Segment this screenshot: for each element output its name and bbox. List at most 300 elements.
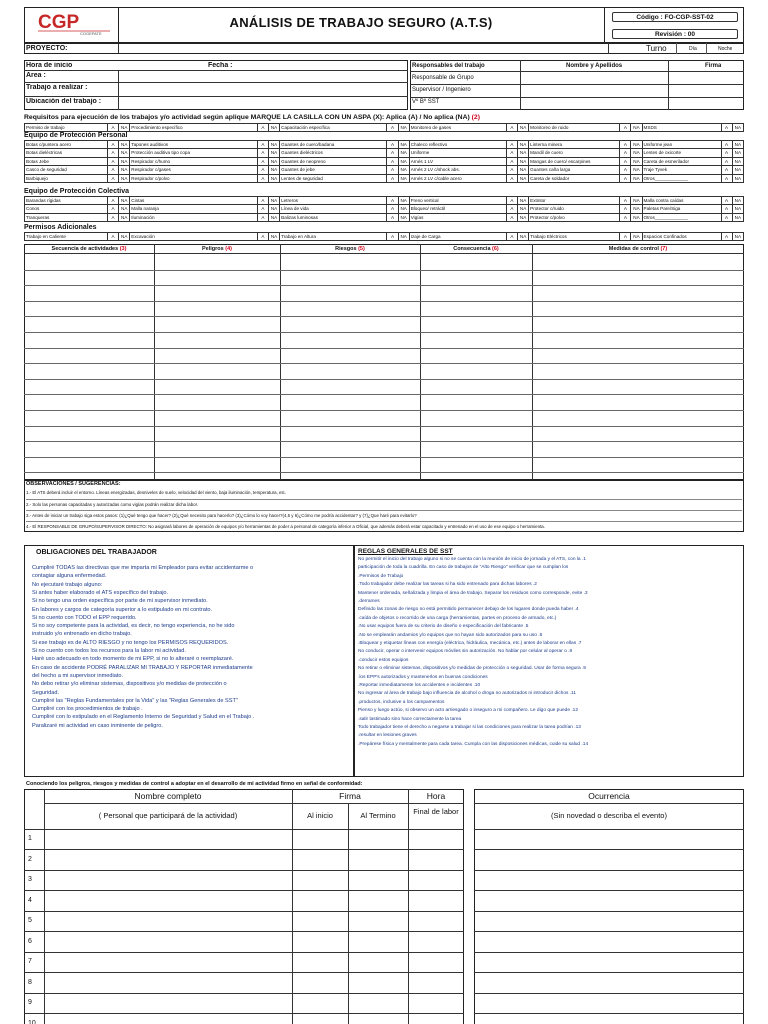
- analysis-cell[interactable]: [25, 255, 153, 269]
- analysis-col-header: [420, 245, 532, 253]
- no-aplica-checkbox[interactable]: NA: [518, 141, 529, 149]
- no-aplica-checkbox[interactable]: NA: [269, 157, 280, 165]
- no-aplica-checkbox[interactable]: NA: [269, 149, 280, 157]
- item-label: Extintor: [529, 197, 620, 205]
- analysis-cell[interactable]: [533, 286, 743, 300]
- analysis-cell[interactable]: [25, 395, 153, 409]
- firma-row-number: 2: [28, 855, 32, 863]
- analysis-cell[interactable]: [533, 364, 743, 378]
- no-aplica-checkbox[interactable]: NA: [119, 197, 130, 205]
- analysis-cell[interactable]: [25, 317, 153, 331]
- item-label: Monitoreo de ruido: [529, 124, 620, 132]
- aplica-checkbox[interactable]: A: [721, 157, 732, 165]
- nombre-input[interactable]: [45, 871, 291, 889]
- nombre-input[interactable]: [45, 851, 291, 869]
- no-aplica-checkbox[interactable]: NA: [119, 141, 130, 149]
- ocurrencia-input[interactable]: [475, 871, 743, 889]
- item-label: Malla contra caídas: [642, 197, 721, 205]
- epp-table: [24, 140, 744, 183]
- aplica-checkbox[interactable]: A: [257, 205, 268, 213]
- item-label: Guantes de jebe: [280, 166, 387, 174]
- aplica-checkbox[interactable]: A: [387, 141, 398, 149]
- analysis-cell[interactable]: [421, 349, 531, 363]
- analysis-cell[interactable]: [281, 427, 419, 441]
- firmas-col-termino: [348, 803, 349, 1024]
- no-aplica-checkbox[interactable]: NA: [269, 233, 280, 241]
- aplica-checkbox[interactable]: A: [108, 213, 119, 221]
- aplica-checkbox[interactable]: A: [257, 157, 268, 165]
- page-title: ANÁLISIS DE TRABAJO SEGURO (A.T.S): [229, 15, 493, 30]
- item-label: Respirador c/gases: [130, 166, 258, 174]
- no-aplica-checkbox[interactable]: NA: [631, 166, 642, 174]
- aplica-checkbox[interactable]: A: [721, 205, 732, 213]
- aplica-checkbox[interactable]: A: [108, 149, 119, 157]
- analysis-cell[interactable]: [421, 255, 531, 269]
- firmas-col-firma: [292, 789, 293, 1024]
- item-label: Botas Jebe: [25, 157, 108, 165]
- analysis-cell[interactable]: [421, 364, 531, 378]
- nombre-input[interactable]: [45, 994, 291, 1012]
- regla-line: Todo trabajador tiene el derecho a negarse a trabajar si las condiciones para realizar la tarea podrían .13: [358, 725, 581, 730]
- analysis-cell[interactable]: [421, 302, 531, 316]
- ocurrencia-input[interactable]: [475, 851, 743, 869]
- no-aplica-checkbox[interactable]: NA: [398, 141, 409, 149]
- analysis-cell[interactable]: [155, 380, 279, 394]
- no-aplica-checkbox[interactable]: NA: [732, 213, 743, 221]
- analysis-col-header: [280, 245, 420, 253]
- analysis-cell[interactable]: [281, 411, 419, 425]
- analysis-cell[interactable]: [533, 271, 743, 285]
- aplica-checkbox[interactable]: A: [506, 124, 517, 132]
- aplica-checkbox[interactable]: A: [108, 205, 119, 213]
- item-label: Vigías: [409, 213, 506, 221]
- ocurrencia-input[interactable]: [475, 974, 743, 992]
- analysis-cell[interactable]: [533, 395, 743, 409]
- aplica-checkbox[interactable]: A: [620, 157, 631, 165]
- item-label: Guantes de cuero/badana: [280, 141, 387, 149]
- analysis-cell[interactable]: [533, 349, 743, 363]
- aplica-checkbox[interactable]: A: [506, 141, 517, 149]
- obligacion-line: contagiar alguna enfermedad.: [32, 573, 107, 580]
- aplica-checkbox[interactable]: A: [506, 213, 517, 221]
- analysis-cell[interactable]: [421, 395, 531, 409]
- ocurrencia-input[interactable]: [475, 1015, 743, 1024]
- no-aplica-checkbox[interactable]: NA: [269, 205, 280, 213]
- firma-row-number: 5: [28, 917, 32, 924]
- analysis-cell[interactable]: [155, 458, 279, 472]
- obligaciones-title: OBLIGACIONES DEL TRABAJADOR: [36, 549, 157, 556]
- item-label: Linterna minera: [529, 141, 620, 149]
- revision-label: Revisión : 00: [612, 29, 738, 39]
- no-aplica-checkbox[interactable]: NA: [398, 174, 409, 182]
- analysis-col-num: (3): [119, 246, 127, 252]
- no-aplica-checkbox[interactable]: NA: [631, 149, 642, 157]
- ocurrencia-input[interactable]: [475, 830, 743, 848]
- no-aplica-checkbox[interactable]: NA: [398, 124, 409, 132]
- aplica-checkbox[interactable]: A: [387, 174, 398, 182]
- ocurrencia-input[interactable]: [475, 994, 743, 1012]
- obligacion-line: Cumpliré con lo estipulado en el Reglamento Interno de Seguridad y Salud en el Trabajo .: [32, 714, 255, 721]
- aplica-checkbox[interactable]: A: [387, 213, 398, 221]
- firma-row-number: 1: [28, 835, 32, 842]
- nombre-input[interactable]: [45, 1015, 291, 1024]
- obligacion-line: En caso de accidente PODRÉ PARALIZAR MI TRABAJO Y REPORTAR inmediatamente: [32, 664, 253, 671]
- no-aplica-checkbox[interactable]: NA: [631, 197, 642, 205]
- firmas-intro: Conociendo los peligros, riesgos y medidas de control a adoptar en el desarrollo de mi actividad firmo en señal de conformidad:: [26, 781, 363, 787]
- aplica-checkbox[interactable]: A: [387, 197, 398, 205]
- aplica-checkbox[interactable]: A: [721, 149, 732, 157]
- analysis-col-label: Secuencia de actividades: [51, 246, 120, 252]
- analysis-cell[interactable]: [421, 380, 531, 394]
- aplica-checkbox[interactable]: A: [620, 166, 631, 174]
- nombre-input[interactable]: [45, 830, 291, 848]
- no-aplica-checkbox[interactable]: NA: [398, 157, 409, 165]
- regla-line: .Reportar inmediatamente los accidentes e incidentes .10: [358, 683, 481, 688]
- analysis-cell[interactable]: [533, 333, 743, 347]
- analysis-col-header: [154, 245, 280, 253]
- turno-dia[interactable]: Día: [689, 46, 697, 52]
- item-label: Arnés 2 LV c/cable acero: [409, 174, 506, 182]
- item-label: Protector c/ruido: [529, 205, 620, 213]
- analysis-cell[interactable]: [281, 302, 419, 316]
- analysis-cell[interactable]: [533, 427, 743, 441]
- aplica-checkbox[interactable]: A: [721, 174, 732, 182]
- no-aplica-checkbox[interactable]: NA: [732, 141, 743, 149]
- analysis-cell[interactable]: [421, 427, 531, 441]
- analysis-cell[interactable]: [281, 395, 419, 409]
- analysis-cell[interactable]: [155, 411, 279, 425]
- aplica-checkbox[interactable]: A: [387, 233, 398, 241]
- analysis-cell[interactable]: [533, 380, 743, 394]
- resp-trabajo-label: Responsables del trabajo: [412, 63, 485, 69]
- analysis-cell[interactable]: [533, 411, 743, 425]
- analysis-cell[interactable]: [25, 442, 153, 456]
- analysis-cell[interactable]: [25, 427, 153, 441]
- no-aplica-checkbox[interactable]: NA: [732, 166, 743, 174]
- item-label: Uniforme jean: [642, 141, 721, 149]
- turno-label: Turno: [646, 44, 667, 53]
- item-label: Arnés 2 LV c/shock abs.: [409, 166, 506, 174]
- analysis-cell[interactable]: [155, 333, 279, 347]
- analysis-cell[interactable]: [281, 458, 419, 472]
- aplica-checkbox[interactable]: A: [620, 174, 631, 182]
- analysis-cell[interactable]: [533, 317, 743, 331]
- no-aplica-checkbox[interactable]: NA: [119, 166, 130, 174]
- proyecto-field[interactable]: [118, 44, 608, 53]
- turno-div1: [676, 43, 677, 54]
- item-label: Paletas Pare/Siga: [642, 205, 721, 213]
- item-label: Izaje de Carga: [409, 233, 506, 241]
- item-label: Botas dieléctricas: [25, 149, 108, 157]
- no-aplica-checkbox[interactable]: NA: [398, 166, 409, 174]
- item-label: Chaleco reflectivo: [409, 141, 506, 149]
- aplica-checkbox[interactable]: A: [506, 174, 517, 182]
- aplica-checkbox[interactable]: A: [387, 149, 398, 157]
- observacion-item: 1.- El ATS deberá incluir el entorno. Líneas energizadas, desniveles de suelo, velocidad del viento, baja iluminación, temperatura, etc.: [26, 490, 287, 495]
- no-aplica-checkbox[interactable]: NA: [119, 205, 130, 213]
- item-label: Lentes de seguridad: [280, 174, 387, 182]
- aplica-checkbox[interactable]: A: [108, 233, 119, 241]
- analysis-cell[interactable]: [155, 302, 279, 316]
- regla-line: Mantener ordenada, señalizada y limpia el área de trabajo. Separar los residuos como corresponde, evite .3: [358, 590, 588, 596]
- aplica-checkbox[interactable]: A: [257, 124, 268, 132]
- ocurrencia-input[interactable]: [475, 953, 743, 971]
- al-inicio-header: Al inicio: [307, 811, 333, 820]
- aplica-checkbox[interactable]: A: [257, 213, 268, 221]
- no-aplica-checkbox[interactable]: NA: [518, 197, 529, 205]
- analysis-cell[interactable]: [281, 317, 419, 331]
- no-aplica-checkbox[interactable]: NA: [398, 149, 409, 157]
- no-aplica-checkbox[interactable]: NA: [732, 197, 743, 205]
- no-aplica-checkbox[interactable]: NA: [518, 213, 529, 221]
- aplica-checkbox[interactable]: A: [620, 141, 631, 149]
- aplica-checkbox[interactable]: A: [721, 124, 732, 132]
- logo-subtext: COGEPATE: [80, 31, 102, 36]
- code-label: Código : FO-CGP-SST-02: [612, 12, 738, 22]
- aplica-checkbox[interactable]: A: [108, 166, 119, 174]
- analysis-cell[interactable]: [421, 286, 531, 300]
- no-aplica-checkbox[interactable]: NA: [732, 149, 743, 157]
- analysis-cell[interactable]: [155, 364, 279, 378]
- obligacion-line: No debo retirar y/o eliminar sistemas, dispositivos y/o medidas de protección o: [32, 681, 227, 688]
- analysis-cell[interactable]: [421, 317, 531, 331]
- analysis-cell[interactable]: [155, 442, 279, 456]
- no-aplica-checkbox[interactable]: NA: [518, 124, 529, 132]
- analysis-col-label: Peligros: [202, 246, 226, 252]
- item-label: Protección auditiva tipo copa: [130, 149, 258, 157]
- obligacion-line: Haré uso adecuado en todo momento de mi EPP, si no lo alteraré o reemplazaré.: [32, 656, 234, 663]
- no-aplica-checkbox[interactable]: NA: [631, 141, 642, 149]
- nombre-input[interactable]: [45, 912, 291, 930]
- analysis-cell[interactable]: [533, 255, 743, 269]
- no-aplica-checkbox[interactable]: NA: [518, 174, 529, 182]
- aplica-checkbox[interactable]: A: [257, 233, 268, 241]
- no-aplica-checkbox[interactable]: NA: [631, 213, 642, 221]
- analysis-cell[interactable]: [155, 395, 279, 409]
- aplica-checkbox[interactable]: A: [506, 166, 517, 174]
- analysis-col-num: (6): [492, 246, 499, 252]
- analysis-cell[interactable]: [155, 286, 279, 300]
- no-aplica-checkbox[interactable]: NA: [119, 124, 130, 132]
- no-aplica-checkbox[interactable]: NA: [398, 213, 409, 221]
- observaciones-title: OBSERVACIONES / SUGERENCIAS:: [26, 481, 121, 487]
- no-aplica-checkbox[interactable]: NA: [732, 174, 743, 182]
- aplica-checkbox[interactable]: A: [721, 166, 732, 174]
- turno-noche[interactable]: Noche: [718, 46, 733, 52]
- docs-table: [24, 123, 744, 132]
- aplica-checkbox[interactable]: A: [108, 124, 119, 132]
- no-aplica-checkbox[interactable]: NA: [398, 233, 409, 241]
- no-aplica-checkbox[interactable]: NA: [119, 213, 130, 221]
- aplica-checkbox[interactable]: A: [257, 141, 268, 149]
- no-aplica-checkbox[interactable]: NA: [732, 205, 743, 213]
- aplica-checkbox[interactable]: A: [257, 174, 268, 182]
- ocurrencia-input[interactable]: [475, 912, 743, 930]
- analysis-cell[interactable]: [25, 271, 153, 285]
- item-label: Botas c/puntera acero: [25, 141, 108, 149]
- analysis-cell[interactable]: [155, 427, 279, 441]
- requisitos-title: [24, 113, 744, 122]
- aplica-checkbox[interactable]: A: [387, 205, 398, 213]
- no-aplica-checkbox[interactable]: NA: [119, 233, 130, 241]
- analysis-cell[interactable]: [421, 458, 531, 472]
- no-aplica-checkbox[interactable]: NA: [269, 213, 280, 221]
- regla-line: No permitir el inicio del trabajo alguno si no se cuenta con la reunión de inicio de jornada y el ATS, con la .1: [358, 557, 586, 562]
- aplica-checkbox[interactable]: A: [721, 197, 732, 205]
- analysis-cell[interactable]: [25, 302, 153, 316]
- aplica-checkbox[interactable]: A: [721, 213, 732, 221]
- aplica-checkbox[interactable]: A: [506, 197, 517, 205]
- no-aplica-checkbox[interactable]: NA: [269, 124, 280, 132]
- aplica-checkbox[interactable]: A: [620, 149, 631, 157]
- no-aplica-checkbox[interactable]: NA: [269, 166, 280, 174]
- no-aplica-checkbox[interactable]: NA: [518, 157, 529, 165]
- no-aplica-checkbox[interactable]: NA: [119, 157, 130, 165]
- analysis-cell[interactable]: [155, 271, 279, 285]
- aplica-checkbox[interactable]: A: [506, 205, 517, 213]
- item-label: Barandas rígidas: [25, 197, 108, 205]
- aplica-checkbox[interactable]: A: [387, 166, 398, 174]
- item-label: Capacitación específica: [280, 124, 387, 132]
- analysis-cell[interactable]: [421, 271, 531, 285]
- aplica-checkbox[interactable]: A: [257, 149, 268, 157]
- no-aplica-checkbox[interactable]: NA: [518, 166, 529, 174]
- analysis-cell[interactable]: [25, 286, 153, 300]
- analysis-cell[interactable]: [25, 458, 153, 472]
- analysis-cell[interactable]: [281, 255, 419, 269]
- no-aplica-checkbox[interactable]: NA: [631, 233, 642, 241]
- no-aplica-checkbox[interactable]: NA: [269, 141, 280, 149]
- aplica-checkbox[interactable]: A: [108, 141, 119, 149]
- item-label: Careta de soldador: [529, 174, 620, 182]
- analysis-cell[interactable]: [533, 442, 743, 456]
- nombre-input[interactable]: [45, 974, 291, 992]
- analysis-header-row: [24, 244, 744, 254]
- aplica-checkbox[interactable]: A: [108, 174, 119, 182]
- firma-row-number: 10: [28, 1019, 36, 1024]
- obligacion-line: Cumpliré con los procedimientos de trabajo .: [32, 706, 143, 713]
- analysis-cell[interactable]: [25, 364, 153, 378]
- header-divider-right: [604, 7, 605, 43]
- item-label: Trabajo Eléctricos: [529, 233, 620, 241]
- no-aplica-checkbox[interactable]: NA: [518, 233, 529, 241]
- analysis-col-num: (4): [225, 246, 232, 252]
- analysis-cell[interactable]: [25, 349, 153, 363]
- no-aplica-checkbox[interactable]: NA: [398, 197, 409, 205]
- no-aplica-checkbox[interactable]: NA: [631, 205, 642, 213]
- nombre-input[interactable]: [45, 953, 291, 971]
- nombre-apellidos-label: Nombre y Apellidos: [566, 63, 623, 69]
- no-aplica-checkbox[interactable]: NA: [631, 124, 642, 132]
- analysis-col-header: [532, 245, 744, 253]
- no-aplica-checkbox[interactable]: NA: [269, 197, 280, 205]
- aplica-checkbox[interactable]: A: [257, 197, 268, 205]
- analysis-cell[interactable]: [155, 255, 279, 269]
- analysis-cell[interactable]: [25, 380, 153, 394]
- analysis-cell[interactable]: [281, 333, 419, 347]
- no-aplica-checkbox[interactable]: NA: [631, 157, 642, 165]
- firma-header: Firma: [339, 791, 361, 801]
- aplica-checkbox[interactable]: A: [387, 157, 398, 165]
- firma-row-number: 8: [28, 978, 32, 986]
- analysis-cell[interactable]: [155, 317, 279, 331]
- analysis-cell[interactable]: [421, 333, 531, 347]
- no-aplica-checkbox[interactable]: NA: [732, 124, 743, 132]
- proyecto-label: PROYECTO:: [26, 45, 68, 52]
- ocurrencia-input[interactable]: [475, 933, 743, 951]
- item-label: Malla naranja: [130, 205, 258, 213]
- aplica-checkbox[interactable]: A: [721, 141, 732, 149]
- aplica-checkbox[interactable]: A: [620, 197, 631, 205]
- analysis-cell[interactable]: [421, 411, 531, 425]
- analysis-cell[interactable]: [155, 349, 279, 363]
- item-label: Uniforme: [409, 149, 506, 157]
- aplica-checkbox[interactable]: A: [506, 233, 517, 241]
- analysis-cell[interactable]: [281, 286, 419, 300]
- obligacion-line: Si ese trabajo es de ALTO RIESGO y no tengo los PERMISOS REQUERIDOS.: [32, 639, 229, 646]
- ocurrencia-input[interactable]: [475, 892, 743, 910]
- no-aplica-checkbox[interactable]: NA: [631, 174, 642, 182]
- analysis-cell[interactable]: [421, 442, 531, 456]
- item-label: Monitoreo de gases: [409, 124, 506, 132]
- aplica-checkbox[interactable]: A: [257, 166, 268, 174]
- turno-div2: [706, 43, 707, 54]
- nombre-input[interactable]: [45, 933, 291, 951]
- analysis-cell[interactable]: [533, 458, 743, 472]
- aplica-checkbox[interactable]: A: [506, 157, 517, 165]
- regla-line: .resultar en lesiones graves: [358, 733, 417, 739]
- no-aplica-checkbox[interactable]: NA: [518, 205, 529, 213]
- analysis-grid: [24, 254, 744, 480]
- analysis-cell[interactable]: [281, 364, 419, 378]
- analysis-cell[interactable]: [533, 302, 743, 316]
- analysis-cell[interactable]: [25, 411, 153, 425]
- no-aplica-checkbox[interactable]: NA: [732, 233, 743, 241]
- nombre-input[interactable]: [45, 892, 291, 910]
- regla-line: .derrames: [358, 599, 380, 604]
- firma-row-number: 6: [28, 937, 32, 945]
- aplica-checkbox[interactable]: A: [620, 124, 631, 132]
- analysis-cell[interactable]: [281, 349, 419, 363]
- analysis-cell[interactable]: [281, 442, 419, 456]
- aplica-checkbox[interactable]: A: [620, 213, 631, 221]
- aplica-checkbox[interactable]: A: [108, 157, 119, 165]
- regla-line: .conducir estos equipos: [358, 657, 409, 663]
- item-label: Guantes caña larga: [529, 166, 620, 174]
- aplica-checkbox[interactable]: A: [387, 124, 398, 132]
- aplica-checkbox[interactable]: A: [620, 233, 631, 241]
- item-label: MSDS: [642, 124, 721, 132]
- no-aplica-checkbox[interactable]: NA: [119, 149, 130, 157]
- analysis-cell[interactable]: [281, 271, 419, 285]
- aplica-checkbox[interactable]: A: [620, 205, 631, 213]
- vb-sst-label: Vº Bº SST: [412, 99, 440, 105]
- no-aplica-checkbox[interactable]: NA: [269, 174, 280, 182]
- analysis-cell[interactable]: [281, 380, 419, 394]
- ocurrencia-header: Ocurrencia: [588, 791, 630, 801]
- no-aplica-checkbox[interactable]: NA: [398, 205, 409, 213]
- no-aplica-checkbox[interactable]: NA: [732, 157, 743, 165]
- aplica-checkbox[interactable]: A: [108, 197, 119, 205]
- regla-line: .salir lastimado sino hace correctamente la tarea: [358, 716, 462, 722]
- analysis-cell[interactable]: [25, 333, 153, 347]
- aplica-checkbox[interactable]: A: [506, 149, 517, 157]
- aplica-checkbox[interactable]: A: [721, 233, 732, 241]
- item-label: Tranqueras: [25, 213, 108, 221]
- no-aplica-checkbox[interactable]: NA: [518, 149, 529, 157]
- item-label: Excavación: [130, 233, 258, 241]
- no-aplica-checkbox[interactable]: NA: [119, 174, 130, 182]
